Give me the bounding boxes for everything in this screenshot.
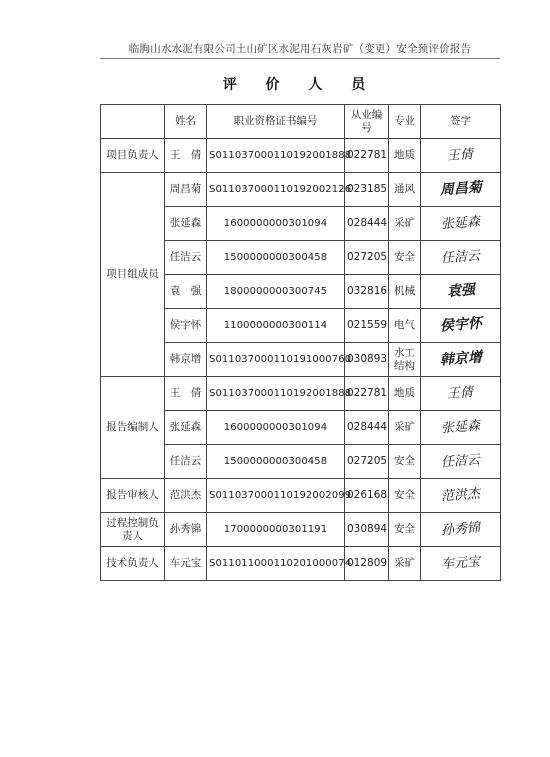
col-header-name: 姓名 [165,105,207,139]
signature-cell [421,275,501,309]
signature-cell [421,207,501,241]
handwritten-signature: 任洁云 [440,248,481,266]
name-cell: 孙秀锦 [165,513,207,547]
major-cell: 通风 [389,173,421,207]
handwritten-signature: 袁强 [445,281,475,300]
major-cell: 地质 [389,377,421,411]
cert-cell: S011037000110191000760 [207,343,345,377]
table-header-row [101,105,501,139]
name-cell: 范洪杰 [165,479,207,513]
signature-cell [421,479,501,513]
role-cell: 项目组成员 [101,173,165,377]
emp-cell: 030893 [345,343,389,377]
handwritten-signature: 范洪杰 [440,486,481,504]
emp-cell: 022781 [345,377,389,411]
signature-cell [421,411,501,445]
name-cell: 张延森 [165,411,207,445]
handwritten-signature: 王倩 [446,146,474,164]
handwritten-signature: 侯宇怀 [438,315,482,334]
emp-cell: 032816 [345,275,389,309]
cert-cell: 1500000000300458 [207,241,345,275]
name-cell: 任洁云 [165,241,207,275]
report-header: 临朐山水水泥有限公司土山矿区水泥用石灰岩矿（变更）安全预评价报告 [128,43,472,55]
evaluators-table [100,104,501,581]
emp-cell: 028444 [345,411,389,445]
name-cell: 袁 强 [165,275,207,309]
emp-cell: 022781 [345,139,389,173]
cert-cell: 1800000000300745 [207,275,345,309]
emp-cell: 026168 [345,479,389,513]
table-row [101,139,501,173]
col-header-cert: 职业资格证书编号 [207,105,345,139]
emp-cell: 027205 [345,445,389,479]
signature-cell [421,139,501,173]
emp-cell: 021559 [345,309,389,343]
name-cell: 韩京增 [165,343,207,377]
handwritten-signature: 韩京增 [438,349,482,368]
major-cell: 安全 [389,479,421,513]
name-cell: 车元宝 [165,547,207,581]
cert-cell: S011037000110192001888 [207,377,345,411]
role-cell: 报告审核人 [101,479,165,513]
cert-cell: 1700000000301191 [207,513,345,547]
name-cell: 任洁云 [165,445,207,479]
signature-cell [421,445,501,479]
name-cell: 侯宇怀 [165,309,207,343]
major-cell: 安全 [389,241,421,275]
cert-cell: 1600000000301094 [207,207,345,241]
major-cell: 机械 [389,275,421,309]
emp-cell: 028444 [345,207,389,241]
role-cell: 项目负责人 [101,139,165,173]
signature-cell [421,377,501,411]
signature-cell [421,513,501,547]
name-cell: 周昌菊 [165,173,207,207]
signature-cell [421,547,501,581]
signature-cell [421,343,501,377]
handwritten-signature: 张延森 [440,418,481,436]
signature-cell [421,173,501,207]
cert-cell: 1500000000300458 [207,445,345,479]
col-header-major: 专业 [389,105,421,139]
handwritten-signature: 车元宝 [440,554,481,572]
cert-cell: S011037000110192001888 [207,139,345,173]
table-row [101,513,501,547]
col-header-role [101,105,165,139]
name-cell: 张延森 [165,207,207,241]
emp-cell: 027205 [345,241,389,275]
major-cell: 采矿 [389,547,421,581]
header-divider [100,58,500,59]
major-cell: 安全 [389,513,421,547]
major-cell: 水工结构 [389,343,421,377]
emp-cell: 012809 [345,547,389,581]
cert-cell: S011037000110192002126 [207,173,345,207]
cert-cell: S011011000110201000074 [207,547,345,581]
col-header-signature: 签字 [421,105,501,139]
col-header-emp: 从业编号 [345,105,389,139]
cert-cell: 1600000000301094 [207,411,345,445]
emp-cell: 030894 [345,513,389,547]
role-cell: 过程控制负责人 [101,513,165,547]
major-cell: 采矿 [389,411,421,445]
role-cell: 报告编制人 [101,377,165,479]
handwritten-signature: 任洁云 [440,452,481,470]
name-cell: 王 倩 [165,377,207,411]
name-cell: 王 倩 [165,139,207,173]
table-row [101,173,501,207]
handwritten-signature: 王倩 [446,384,474,402]
handwritten-signature: 孙秀锦 [440,520,481,538]
emp-cell: 023185 [345,173,389,207]
cert-cell: S011037000110192002099 [207,479,345,513]
table-row [101,479,501,513]
handwritten-signature: 周昌菊 [438,179,482,198]
signature-cell [421,241,501,275]
major-cell: 采矿 [389,207,421,241]
signature-cell [421,309,501,343]
handwritten-signature: 张延森 [440,214,481,232]
page-title: 评 价 人 员 [222,77,378,93]
cert-cell: 1100000000300114 [207,309,345,343]
table-row [101,377,501,411]
major-cell: 安全 [389,445,421,479]
major-cell: 地质 [389,139,421,173]
table-row [101,547,501,581]
role-cell: 技术负责人 [101,547,165,581]
major-cell: 电气 [389,309,421,343]
